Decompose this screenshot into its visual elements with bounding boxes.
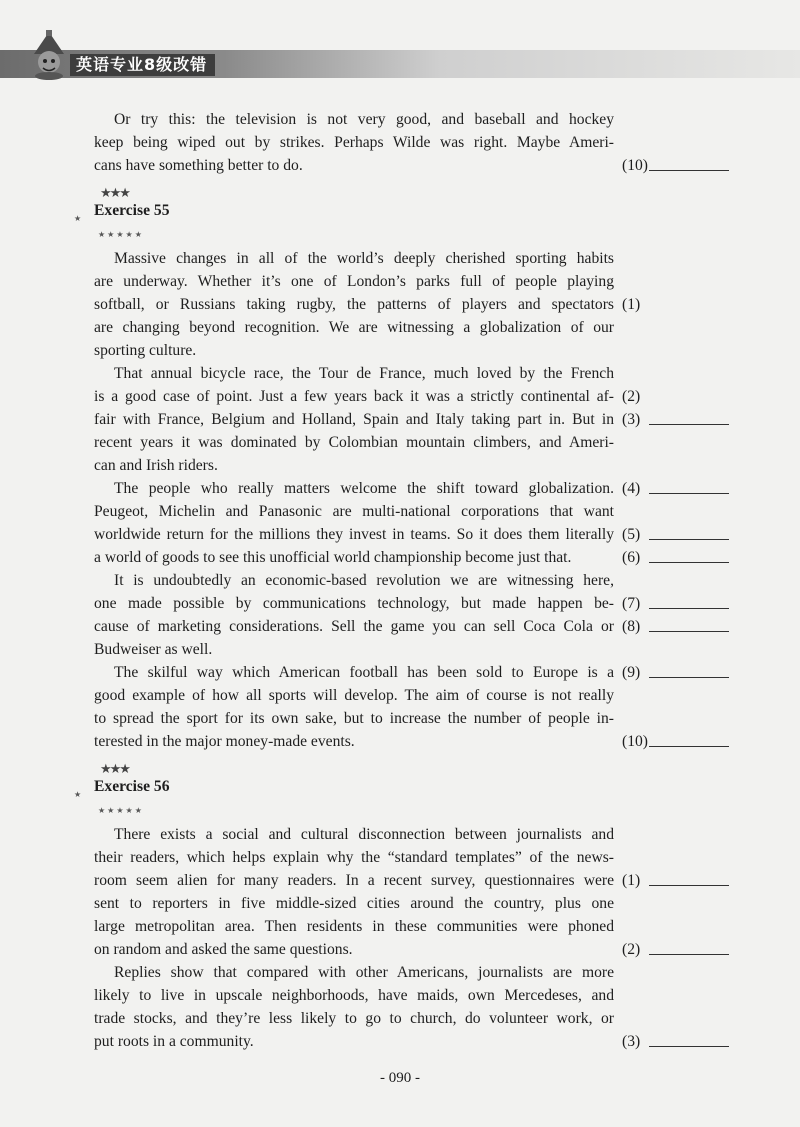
paragraph [94, 247, 734, 362]
paragraph [94, 823, 734, 961]
text-line [94, 500, 734, 523]
exercise-55-heading [74, 177, 734, 247]
line-text: large metropolitan area. Then residents in these communities were phoned [94, 918, 614, 935]
mascot-icon [26, 30, 72, 80]
line-marker: (10) [622, 730, 732, 752]
page-number: - 090 - [380, 1070, 420, 1086]
text-line [94, 1030, 734, 1053]
paragraph [94, 961, 734, 1053]
star-icon: ★★★ [100, 761, 129, 776]
text-line [94, 869, 734, 892]
running-header [0, 50, 800, 78]
text-line [94, 431, 734, 454]
line-text: There exists a social and cultural disconnection between journalists and [114, 826, 614, 843]
text-line [94, 477, 734, 500]
line-marker: (8) [622, 615, 732, 637]
line-text: are underway. Whether it’s one of London’s parks full of people playing [94, 273, 614, 290]
text-line [94, 938, 734, 961]
line-text: Peugeot, Michelin and Panasonic are multi-national corporations that want [94, 503, 614, 520]
text-line [94, 408, 734, 431]
line-text: It is undoubtedly an economic-based revolution we are witnessing here, [114, 572, 614, 589]
line-marker: (3) [622, 1030, 732, 1052]
text-line [94, 684, 734, 707]
text-line [94, 523, 734, 546]
text-line [94, 915, 734, 938]
line-text: can and Irish riders. [94, 457, 218, 474]
line-text: are changing beyond recognition. We are witnessing a globalization of our [94, 319, 614, 336]
star-icon: ★ [74, 214, 82, 223]
star-icon: ★ ★ ★ ★ ★ [98, 230, 142, 239]
line-marker: (6) [622, 546, 732, 568]
line-marker: (4) [622, 477, 732, 499]
line-text: to spread the sport for its own sake, but to increase the number of people in- [94, 710, 614, 727]
text-line: keep being wiped out by strikes. Perhaps Wilde was right. Maybe Ameri- [94, 134, 614, 151]
text-line [94, 293, 734, 316]
line-text: The people who really matters welcome the shift toward globalization. [114, 480, 614, 497]
line-marker: (3) [622, 408, 732, 430]
paragraph [94, 477, 734, 569]
line-text: recent years it was dominated by Colombian mountain climbers, and Ameri- [94, 434, 614, 451]
exercise-56-heading [74, 753, 734, 823]
line-text: sent to reporters in five middle-sized cities around the country, plus one [94, 895, 614, 912]
star-icon: ★ [74, 790, 82, 799]
exercise-56-body [94, 823, 734, 1053]
answer-blank[interactable] [649, 493, 729, 494]
line-text: put roots in a community. [94, 1033, 254, 1050]
text-line [94, 546, 734, 569]
text-line [94, 707, 734, 730]
line-marker: (2) [622, 938, 732, 960]
text-line [94, 730, 734, 753]
book-title: 英语专业8级改错 [70, 54, 215, 76]
line-text: The skilful way which American football has been sold to Europe is a [114, 664, 614, 681]
line-marker: (2) [622, 388, 641, 405]
answer-blank[interactable] [649, 539, 729, 540]
text-line [94, 984, 734, 1007]
exercise-55-body [94, 247, 734, 753]
line-text: fair with France, Belgium and Holland, Spain and Italy taking part in. But in [94, 411, 614, 428]
text-line [94, 454, 734, 477]
line-text: cause of marketing considerations. Sell the game you can sell Coca Cola or [94, 618, 614, 635]
line-marker: (9) [622, 661, 732, 683]
text-line [94, 961, 734, 984]
answer-blank[interactable] [649, 424, 729, 425]
text-line [94, 846, 734, 869]
line-text: That annual bicycle race, the Tour de France, much loved by the French [114, 365, 614, 382]
text-line [94, 892, 734, 915]
answer-blank[interactable] [649, 954, 729, 955]
star-icon: ★★★ [100, 185, 129, 200]
line-text: terested in the major money-made events. [94, 733, 355, 750]
text-line: Or try this: the television is not very good, and baseball and hockey [114, 111, 614, 128]
text-line [94, 247, 734, 270]
page-body [74, 108, 734, 1053]
text-line [94, 270, 734, 293]
line-text: Massive changes in all of the world’s deeply cherished sporting habits [114, 250, 614, 267]
line-text: worldwide return for the millions they invest in teams. So it does them literally [94, 526, 614, 543]
exercise-title: Exercise 56 [94, 778, 170, 795]
text-line: cans have something better to do. (10) [94, 154, 734, 177]
text-line [94, 362, 734, 385]
text-line [94, 1007, 734, 1030]
text-line [94, 316, 734, 339]
line-text: likely to live in upscale neighborhoods, have maids, own Mercedeses, and [94, 987, 614, 1004]
answer-blank[interactable] [649, 608, 729, 609]
answer-blank[interactable] [649, 170, 729, 171]
paragraph [94, 569, 734, 661]
line-text: a world of goods to see this unofficial world championship become just that. [94, 549, 572, 566]
answer-blank[interactable] [649, 746, 729, 747]
line-text: good example of how all sports will develop. The aim of course is not really [94, 687, 614, 704]
text-line [94, 823, 734, 846]
paragraph [94, 362, 734, 477]
line-text: room seem alien for many readers. In a recent survey, questionnaires were [94, 872, 614, 889]
answer-blank[interactable] [649, 562, 729, 563]
line-marker: (7) [622, 592, 732, 614]
text-line [94, 339, 734, 362]
answer-blank[interactable] [649, 885, 729, 886]
text-line [94, 569, 734, 592]
text-line [94, 661, 734, 684]
intro-paragraph [94, 108, 734, 177]
line-text: Budweiser as well. [94, 641, 213, 658]
line-marker: (10) [622, 154, 732, 176]
line-text: trade stocks, and they’re less likely to go to church, do volunteer work, or [94, 1010, 614, 1027]
text-line [94, 638, 734, 661]
answer-blank[interactable] [649, 677, 729, 678]
line-text: on random and asked the same questions. [94, 941, 353, 958]
line-marker: (1) [622, 869, 732, 891]
line-text: Replies show that compared with other Americans, journalists are more [114, 964, 614, 981]
text-line [94, 385, 734, 408]
line-text: sporting culture. [94, 342, 197, 359]
line-marker: (5) [622, 523, 732, 545]
exercise-title: Exercise 55 [94, 202, 170, 219]
paragraph [94, 661, 734, 753]
star-icon: ★ ★ ★ ★ ★ [98, 806, 142, 815]
line-text: softball, or Russians taking rugby, the patterns of players and spectators [94, 296, 614, 313]
answer-blank[interactable] [649, 631, 729, 632]
text-line [94, 592, 734, 615]
line-text: one made possible by communications technology, but made happen be- [94, 595, 614, 612]
line-text: their readers, which helps explain why the “standard templates” of the news- [94, 849, 614, 866]
answer-blank[interactable] [649, 1046, 729, 1047]
line-text: is a good case of point. Just a few years back it was a strictly continental af- [94, 388, 614, 405]
line-marker: (1) [622, 296, 641, 313]
text-line [94, 615, 734, 638]
